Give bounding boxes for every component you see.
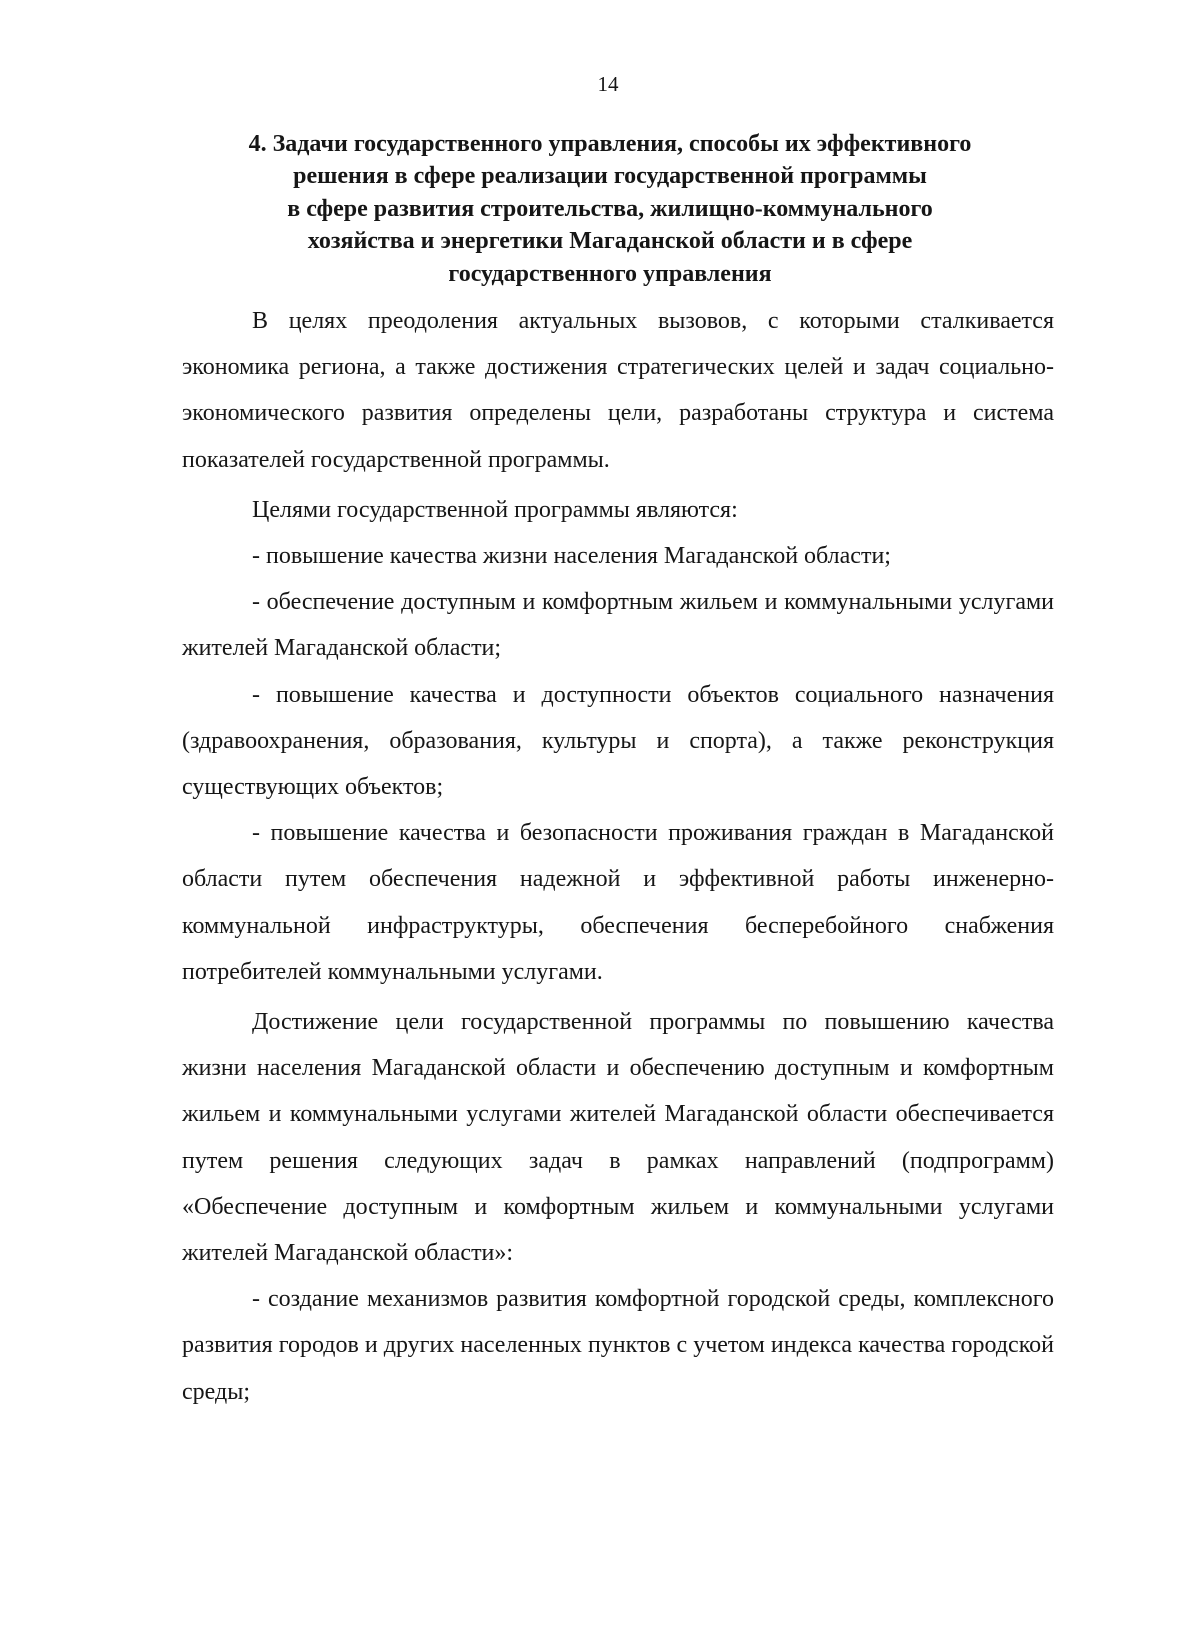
page-number: 14: [597, 72, 619, 96]
paragraph-goals-lead: Целями государственной программы являются:: [252, 496, 738, 523]
paragraph-intro: В целях преодоления актуальных вызовов, с которыми сталкивается экономика региона, а также достижения стратегических целей и задач социально-экономического развития определены цели, разработаны структура и система показателей государственной программы.: [182, 308, 1054, 473]
heading-line: хозяйства и энергетики Магаданской области и в сфере: [307, 228, 913, 255]
heading-line: государственного управления: [448, 260, 772, 287]
list-item-goal: - обеспечение доступным и комфортным жильем и коммунальными услугами жителей Магаданской области;: [182, 589, 1054, 662]
body-text: [182, 298, 1054, 1415]
list-item-goal: - повышение качества жизни населения Магаданской области;: [252, 543, 891, 570]
heading-line: решения в сфере реализации государственной программы: [293, 163, 927, 190]
list-item-task: - создание механизмов развития комфортной городской среды, комплексного развития городов и других населенных пунктов с учетом индекса качества городской среды;: [182, 1286, 1054, 1405]
heading-line: в сфере развития строительства, жилищно-коммунального: [287, 195, 933, 222]
paragraph-achievement: Достижение цели государственной программы по повышению качества жизни населения Магаданской области и обеспечению доступным и комфортным жильем и коммунальными услугами жителей Магаданской области обеспечивается путем решения следующих задач в рамках направлений (подпрограмм) «Обеспечение доступным и комфортным жильем и коммунальными услугами жителей Магаданской области»:: [182, 1009, 1054, 1267]
section-heading: [170, 128, 1050, 290]
heading-line: 4. Задачи государственного управления, способы их эффективного: [248, 131, 972, 157]
list-item-goal: - повышение качества и доступности объектов социального назначения (здравоохранения, образования, культуры и спорта), а также реконструкция существующих объектов;: [182, 681, 1054, 801]
list-item-goal: - повышение качества и безопасности проживания граждан в Магаданской области путем обеспечения надежной и эффективной работы инженерно-коммунальной инфраструктуры, обеспечения бесперебойного снабжения потребителей коммунальными услугами.: [182, 820, 1054, 985]
